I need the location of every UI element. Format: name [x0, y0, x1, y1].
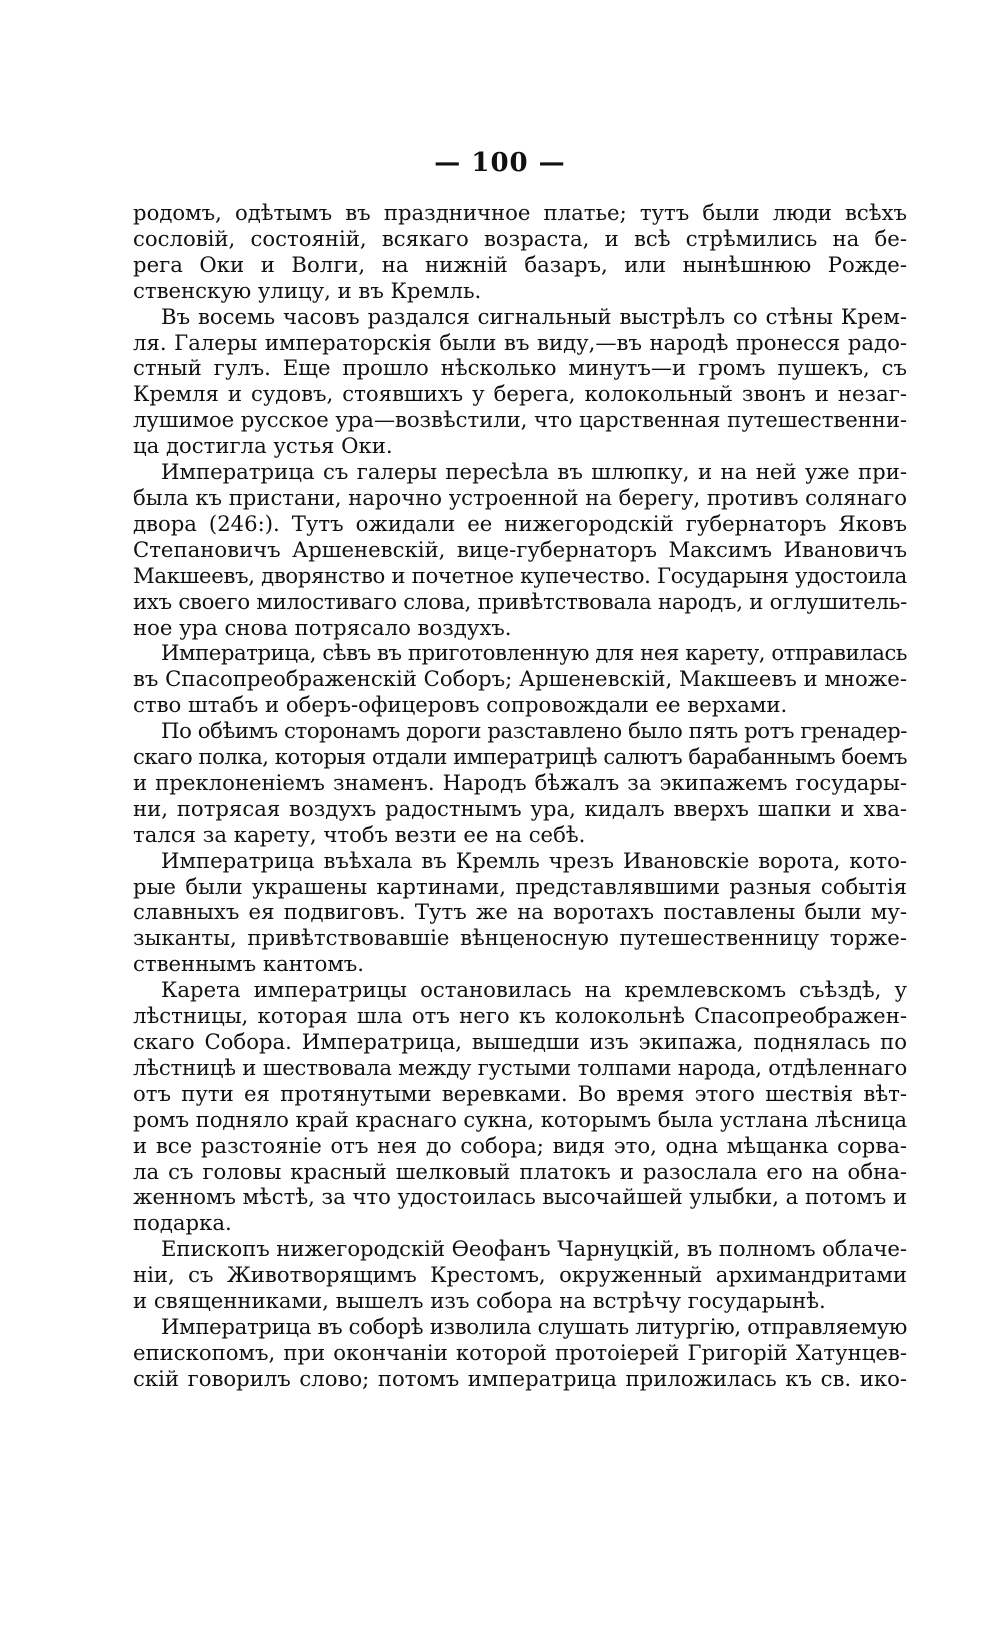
text-line: Кремля и судовъ, стоявшихъ у берега, колокольный звонъ и незаг-	[133, 381, 907, 407]
text-line: стный гулъ. Еще прошло нѣсколько минутъ—и громъ пушекъ, съ	[133, 355, 907, 381]
text-line: ное ура снова потрясало воздухъ.	[133, 614, 512, 640]
paragraph	[133, 977, 907, 1236]
text-line: лѣстницѣ и шествовала между густыми толпами народа, отдѣленнаго	[133, 1054, 907, 1080]
text-line: рега Оки и Волги, на нижній базаръ, или нынѣшнюю Рожде-	[133, 251, 907, 277]
text-line: скаго Собора. Императрица, вышедши изъ экипажа, поднялась по	[133, 1029, 907, 1054]
text-line: двора (246:). Тутъ ожидали ее нижегородскій губернаторъ Яковъ	[133, 510, 907, 536]
paragraph	[133, 1314, 907, 1392]
text-line: Императрица въѣхала въ Кремль чрезъ Ивановскіе ворота, кото-	[161, 847, 907, 873]
text-line: подарка.	[133, 1210, 232, 1236]
text-line: женномъ мѣстѣ, за что удостоилась высочайшей улыбки, а потомъ и	[133, 1184, 907, 1210]
paragraph	[133, 459, 907, 640]
text-line: епископомъ, при окончаніи которой протоіерей Григорій Хатунцев-	[133, 1339, 907, 1365]
text-line: По обѣимъ сторонамъ дороги разставлено было пять ротъ гренадер-	[161, 718, 907, 744]
text-line: лушимое русское ура—возвѣстили, что царственная путешественни-	[133, 407, 907, 433]
paragraph	[133, 304, 907, 459]
text-line: и преклоненіемъ знаменъ. Народъ бѣжалъ за экипажемъ государы-	[133, 769, 907, 795]
text-line: ла съ головы красный шелковый платокъ и разослала его на обна-	[133, 1158, 907, 1184]
text-line: Степановичъ Аршеневскій, вице-губернаторъ Максимъ Ивановичъ	[133, 536, 907, 562]
text-line: въ Спасопреображенскій Соборъ; Аршеневскій, Макшеевъ и множе-	[133, 666, 907, 692]
text-line: ни, потрясая воздухъ радостнымъ ура, кидалъ вверхъ шапки и хва-	[133, 795, 907, 821]
text-line: ніи, съ Животворящимъ Крестомъ, окруженный архимандритами	[133, 1262, 907, 1288]
text-line: Епископъ нижегородскій Ѳеофанъ Чарнуцкій, въ полномъ облаче-	[161, 1236, 907, 1262]
text-line: Императрица, сѣвъ въ приготовленную для нея карету, отправилась	[161, 640, 907, 666]
text-line: ля. Галеры императорскія были въ виду,—въ народѣ пронесся радо-	[133, 329, 907, 355]
body-text	[133, 200, 907, 1392]
text-line: скаго полка, которыя отдали императрицѣ салютъ барабаннымъ боемъ	[133, 744, 907, 770]
paragraph	[133, 848, 907, 978]
text-line: ственскую улицу, и въ Кремль.	[133, 277, 482, 303]
paragraph	[133, 200, 907, 304]
text-line: зыканты, привѣтствовавшіе вѣнценосную путешественницу торже-	[133, 925, 907, 951]
text-line: Макшеевъ, дворянство и почетное купечество. Государыня удостоила	[133, 562, 907, 588]
text-line: Карета императрицы остановилась на кремлевскомъ съѣздѣ, у	[161, 977, 907, 1003]
text-line: ца достигла устья Оки.	[133, 433, 393, 459]
text-line: и священниками, вышелъ изъ собора на встрѣчу государынѣ.	[133, 1288, 826, 1314]
text-line: скій говорилъ слово; потомъ императрица приложилась къ св. ико-	[133, 1365, 907, 1391]
text-line: Императрица въ соборѣ изволила слушать литургію, отправляемую	[161, 1313, 907, 1339]
page-number: — 100 —	[434, 148, 566, 178]
text-line: лѣстницы, которая шла отъ него къ колокольнѣ Спасопреображен-	[133, 1003, 907, 1029]
text-line: ихъ своего милостиваго слова, привѣтствовала народъ, и оглушитель-	[133, 588, 907, 614]
text-line: родомъ, одѣтымъ въ праздничное платье; тутъ были люди всѣхъ	[133, 200, 907, 225]
text-line: Императрица съ галеры пересѣла въ шлюпку, и на ней уже при-	[161, 459, 907, 485]
text-line: тался за карету, чтобъ везти ее на себѣ.	[133, 821, 586, 847]
text-line: рые были украшены картинами, представлявшими разныя событія	[133, 873, 907, 899]
text-line: отъ пути ея протянутыми веревками. Во время этого шествія вѣт-	[133, 1080, 907, 1106]
paragraph	[133, 640, 907, 718]
paragraph	[133, 1236, 907, 1314]
text-line: ство штабъ и оберъ-офицеровъ сопровождали ее верхами.	[133, 692, 788, 718]
text-line: славныхъ ея подвиговъ. Тутъ же на воротахъ поставлены были му-	[133, 899, 907, 925]
text-line: была къ пристани, нарочно устроенной на берегу, противъ солянаго	[133, 484, 907, 510]
text-line: сословій, состояній, всякаго возраста, и всѣ стрѣмились на бе-	[133, 225, 907, 251]
text-line: ромъ подняло край краснаго сукна, которымъ была устлана лѣсница	[133, 1106, 907, 1132]
text-line: ственнымъ кантомъ.	[133, 951, 365, 977]
text-line: Въ восемь часовъ раздался сигнальный выстрѣлъ со стѣны Крем-	[161, 303, 907, 329]
paragraph	[133, 718, 907, 848]
text-line: и все разстояніе отъ нея до собора; видя это, одна мѣщанка сорва-	[133, 1132, 907, 1158]
